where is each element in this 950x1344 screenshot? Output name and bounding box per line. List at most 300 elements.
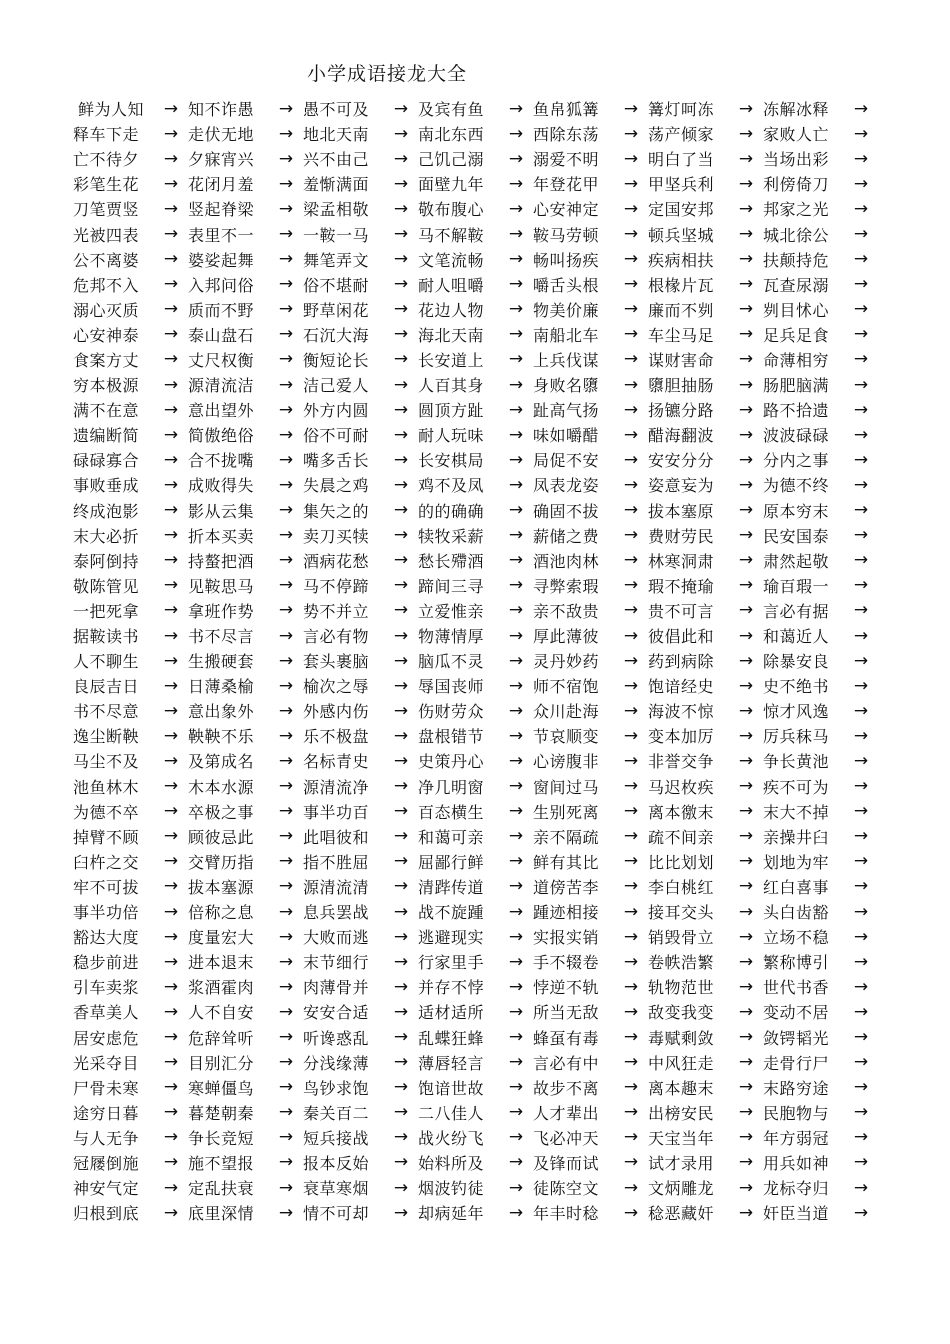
idiom-text: 鞍马劳顿: [533, 225, 600, 245]
idiom-cell: [73, 875, 188, 898]
arrow-right-icon: →: [508, 1077, 524, 1098]
arrow-right-icon: →: [163, 801, 179, 822]
idiom-row: [73, 899, 873, 924]
idiom-cell: [763, 549, 878, 572]
arrow-right-icon: →: [278, 1152, 294, 1173]
arrow-right-icon: →: [853, 851, 869, 872]
idiom-row: [73, 247, 873, 272]
idiom-cell: [763, 850, 878, 873]
arrow-right-icon: →: [163, 1202, 179, 1223]
idiom-cell: [418, 1151, 533, 1174]
arrow-right-icon: →: [278, 650, 294, 671]
arrow-right-icon: →: [508, 449, 524, 470]
idiom-cell: [73, 1076, 188, 1099]
idiom-row: [73, 121, 873, 146]
idiom-cell: [418, 448, 533, 471]
idiom-text: 嚼舌头根: [533, 275, 600, 295]
idiom-cell: [648, 649, 763, 672]
idiom-cell: [303, 147, 418, 170]
idiom-text: 事半功百: [303, 802, 370, 822]
idiom-text: 刿目怵心: [763, 300, 830, 320]
idiom-text: 立场不稳: [763, 928, 830, 948]
idiom-cell: [418, 624, 533, 647]
idiom-row: [73, 447, 873, 472]
arrow-right-icon: →: [738, 625, 754, 646]
idiom-text: 圆顶方趾: [418, 401, 485, 421]
arrow-right-icon: →: [278, 851, 294, 872]
idiom-text: 竖起脊梁: [188, 200, 255, 220]
idiom-cell: [418, 900, 533, 923]
arrow-right-icon: →: [393, 725, 409, 746]
arrow-right-icon: →: [278, 876, 294, 897]
idiom-text: 肉薄骨并: [303, 978, 370, 998]
idiom-cell: [533, 398, 648, 421]
arrow-right-icon: →: [738, 98, 754, 119]
arrow-right-icon: →: [623, 474, 639, 495]
idiom-text: 稳步前进: [73, 953, 140, 973]
arrow-right-icon: →: [278, 274, 294, 295]
arrow-right-icon: →: [623, 324, 639, 345]
idiom-text: 文笔流畅: [418, 250, 485, 270]
arrow-right-icon: →: [623, 675, 639, 696]
idiom-text: 窗间过马: [533, 777, 600, 797]
idiom-cell: [188, 223, 303, 246]
idiom-text: 表里不一: [188, 225, 255, 245]
idiom-text: 势不并立: [303, 601, 370, 621]
arrow-right-icon: →: [163, 374, 179, 395]
idiom-text: 伤财劳众: [418, 702, 485, 722]
arrow-right-icon: →: [278, 173, 294, 194]
idiom-cell: [418, 1026, 533, 1049]
arrow-right-icon: →: [853, 148, 869, 169]
idiom-row: [73, 347, 873, 372]
idiom-text: 石沉大海: [303, 325, 370, 345]
idiom-text: 物美价廉: [533, 300, 600, 320]
arrow-right-icon: →: [393, 1052, 409, 1073]
arrow-right-icon: →: [163, 98, 179, 119]
arrow-right-icon: →: [853, 675, 869, 696]
idiom-text: 清跸传道: [418, 877, 485, 897]
idiom-cell: [648, 574, 763, 597]
idiom-row: [73, 949, 873, 974]
idiom-row: [73, 849, 873, 874]
idiom-row: [73, 1150, 873, 1175]
arrow-right-icon: →: [278, 575, 294, 596]
idiom-cell: [188, 674, 303, 697]
idiom-text: 安安合适: [303, 1003, 370, 1023]
idiom-cell: [418, 348, 533, 371]
idiom-text: 末大不掉: [763, 802, 830, 822]
idiom-text: 嘴多舌长: [303, 451, 370, 471]
idiom-text: 酒池肉林: [533, 551, 600, 571]
idiom-text: 立爱惟亲: [418, 601, 485, 621]
idiom-cell: [73, 825, 188, 848]
idiom-text: 末节细行: [303, 953, 370, 973]
arrow-right-icon: →: [163, 299, 179, 320]
arrow-right-icon: →: [738, 224, 754, 245]
arrow-right-icon: →: [278, 926, 294, 947]
idiom-text: 屈鄙行鲜: [418, 852, 485, 872]
idiom-cell: [303, 825, 418, 848]
idiom-cell: [418, 122, 533, 145]
arrow-right-icon: →: [853, 525, 869, 546]
idiom-cell: [418, 724, 533, 747]
idiom-cell: [303, 649, 418, 672]
arrow-right-icon: →: [853, 901, 869, 922]
idiom-text: 合不拢嘴: [188, 451, 255, 471]
arrow-right-icon: →: [623, 575, 639, 596]
arrow-right-icon: →: [163, 901, 179, 922]
idiom-text: 牢不可拔: [73, 877, 140, 897]
idiom-text: 源清流洁: [188, 376, 255, 396]
idiom-text: 人百其身: [418, 376, 485, 396]
arrow-right-icon: →: [508, 274, 524, 295]
arrow-right-icon: →: [393, 600, 409, 621]
idiom-cell: [763, 724, 878, 747]
idiom-text: 薪储之费: [533, 526, 600, 546]
idiom-cell: [188, 800, 303, 823]
idiom-row: [73, 322, 873, 347]
idiom-cell: [73, 323, 188, 346]
arrow-right-icon: →: [738, 123, 754, 144]
idiom-cell: [73, 172, 188, 195]
idiom-text: 车尘马足: [648, 325, 715, 345]
idiom-cell: [303, 273, 418, 296]
arrow-right-icon: →: [163, 500, 179, 521]
idiom-cell: [303, 1076, 418, 1099]
idiom-cell: [418, 147, 533, 170]
arrow-right-icon: →: [393, 826, 409, 847]
idiom-text: 饱谙世故: [418, 1078, 485, 1098]
idiom-text: 马迟枚疾: [648, 777, 715, 797]
idiom-text: 地北天南: [303, 125, 370, 145]
idiom-text: 变动不居: [763, 1003, 830, 1023]
idiom-text: 轨物范世: [648, 978, 715, 998]
idiom-text: 李白桃红: [648, 877, 715, 897]
arrow-right-icon: →: [393, 1127, 409, 1148]
arrow-right-icon: →: [738, 750, 754, 771]
idiom-text: 池鱼林木: [73, 777, 140, 797]
idiom-cell: [763, 1000, 878, 1023]
idiom-text: 文炳雕龙: [648, 1179, 715, 1199]
idiom-cell: [188, 875, 303, 898]
idiom-text: 城北徐公: [763, 225, 830, 245]
idiom-cell: [73, 674, 188, 697]
idiom-cell: [763, 373, 878, 396]
arrow-right-icon: →: [853, 1202, 869, 1223]
idiom-row: [73, 422, 873, 447]
idiom-row: [73, 623, 873, 648]
idiom-cell: [648, 473, 763, 496]
idiom-cell: [73, 373, 188, 396]
idiom-cell: [303, 1000, 418, 1023]
idiom-cell: [73, 1126, 188, 1149]
idiom-text: 公不离婆: [73, 250, 140, 270]
idiom-text: 亡不待夕: [73, 150, 140, 170]
idiom-text: 安安分分: [648, 451, 715, 471]
arrow-right-icon: →: [278, 474, 294, 495]
idiom-cell: [188, 649, 303, 672]
arrow-right-icon: →: [278, 449, 294, 470]
idiom-cell: [763, 950, 878, 973]
idiom-text: 厚此薄彼: [533, 627, 600, 647]
idiom-text: 亲不隔疏: [533, 827, 600, 847]
idiom-cell: [188, 950, 303, 973]
arrow-right-icon: →: [163, 650, 179, 671]
arrow-right-icon: →: [278, 776, 294, 797]
idiom-cell: [418, 699, 533, 722]
idiom-cell: [648, 724, 763, 747]
idiom-row: [73, 523, 873, 548]
idiom-text: 中风狂走: [648, 1053, 715, 1073]
arrow-right-icon: →: [623, 1102, 639, 1123]
idiom-text: 知不诈愚: [188, 100, 255, 120]
arrow-right-icon: →: [508, 1001, 524, 1022]
idiom-text: 适材适所: [418, 1003, 485, 1023]
idiom-cell: [303, 674, 418, 697]
arrow-right-icon: →: [738, 600, 754, 621]
arrow-right-icon: →: [393, 1152, 409, 1173]
idiom-text: 泰山盘石: [188, 325, 255, 345]
idiom-cell: [188, 1101, 303, 1124]
idiom-cell: [648, 373, 763, 396]
idiom-cell: [188, 448, 303, 471]
arrow-right-icon: →: [508, 374, 524, 395]
idiom-cell: [533, 373, 648, 396]
arrow-right-icon: →: [508, 776, 524, 797]
arrow-right-icon: →: [623, 249, 639, 270]
arrow-right-icon: →: [623, 1077, 639, 1098]
idiom-text: 香草美人: [73, 1003, 140, 1023]
arrow-right-icon: →: [853, 1052, 869, 1073]
arrow-right-icon: →: [508, 926, 524, 947]
arrow-right-icon: →: [278, 374, 294, 395]
idiom-cell: [763, 1176, 878, 1199]
idiom-text: 花闭月羞: [188, 175, 255, 195]
arrow-right-icon: →: [623, 173, 639, 194]
idiom-cell: [533, 1000, 648, 1023]
idiom-cell: [533, 1126, 648, 1149]
idiom-row: [73, 372, 873, 397]
idiom-cell: [418, 875, 533, 898]
arrow-right-icon: →: [853, 750, 869, 771]
idiom-row: [73, 799, 873, 824]
idiom-text: 西除东荡: [533, 125, 600, 145]
arrow-right-icon: →: [623, 901, 639, 922]
idiom-text: 龙标夺归: [763, 1179, 830, 1199]
idiom-text: 徒陈空文: [533, 1179, 600, 1199]
idiom-cell: [533, 1101, 648, 1124]
arrow-right-icon: →: [508, 826, 524, 847]
idiom-cell: [418, 1126, 533, 1149]
idiom-text: 居安虑危: [73, 1028, 140, 1048]
idiom-cell: [188, 499, 303, 522]
idiom-row: [73, 1024, 873, 1049]
idiom-row: [73, 1175, 873, 1200]
arrow-right-icon: →: [738, 1152, 754, 1173]
idiom-cell: [73, 1026, 188, 1049]
idiom-text: 鸡不及凤: [418, 476, 485, 496]
idiom-cell: [188, 172, 303, 195]
idiom-cell: [648, 298, 763, 321]
arrow-right-icon: →: [508, 1202, 524, 1223]
arrow-right-icon: →: [393, 750, 409, 771]
arrow-right-icon: →: [853, 876, 869, 897]
arrow-right-icon: →: [278, 600, 294, 621]
idiom-cell: [763, 975, 878, 998]
idiom-cell: [73, 223, 188, 246]
idiom-text: 踵迹相接: [533, 903, 600, 923]
idiom-text: 愚不可及: [303, 100, 370, 120]
arrow-right-icon: →: [163, 349, 179, 370]
arrow-right-icon: →: [508, 876, 524, 897]
idiom-text: 局促不安: [533, 451, 600, 471]
idiom-cell: [648, 749, 763, 772]
idiom-text: 兴不由己: [303, 150, 370, 170]
idiom-text: 事败垂成: [73, 476, 140, 496]
arrow-right-icon: →: [738, 1127, 754, 1148]
idiom-text: 鲜有其比: [533, 852, 600, 872]
idiom-text: 味如嚼醋: [533, 426, 600, 446]
arrow-right-icon: →: [738, 173, 754, 194]
idiom-text: 耐人咀嚼: [418, 275, 485, 295]
idiom-text: 度量宏大: [188, 928, 255, 948]
idiom-cell: [188, 323, 303, 346]
idiom-row: [73, 573, 873, 598]
arrow-right-icon: →: [163, 575, 179, 596]
idiom-text: 用兵如神: [763, 1153, 830, 1173]
idiom-text: 师不宿饱: [533, 677, 600, 697]
idiom-cell: [303, 97, 418, 120]
idiom-cell: [303, 1026, 418, 1049]
idiom-cell: [73, 975, 188, 998]
idiom-text: 亲不敌贵: [533, 601, 600, 621]
idiom-text: 繁称博引: [763, 953, 830, 973]
arrow-right-icon: →: [508, 1127, 524, 1148]
idiom-cell: [73, 423, 188, 446]
arrow-right-icon: →: [853, 449, 869, 470]
idiom-row: [73, 824, 873, 849]
arrow-right-icon: →: [278, 750, 294, 771]
idiom-cell: [418, 800, 533, 823]
idiom-cell: [533, 1026, 648, 1049]
idiom-text: 底里深情: [188, 1204, 255, 1224]
arrow-right-icon: →: [508, 976, 524, 997]
arrow-right-icon: →: [738, 826, 754, 847]
arrow-right-icon: →: [278, 1077, 294, 1098]
idiom-text: 失晨之鸡: [303, 476, 370, 496]
idiom-cell: [533, 1051, 648, 1074]
arrow-right-icon: →: [738, 1102, 754, 1123]
idiom-cell: [418, 423, 533, 446]
idiom-text: 事半功倍: [73, 903, 140, 923]
idiom-text: 良辰吉日: [73, 677, 140, 697]
arrow-right-icon: →: [623, 525, 639, 546]
idiom-cell: [533, 172, 648, 195]
arrow-right-icon: →: [738, 449, 754, 470]
idiom-text: 听谗惑乱: [303, 1028, 370, 1048]
arrow-right-icon: →: [393, 98, 409, 119]
arrow-right-icon: →: [393, 324, 409, 345]
idiom-text: 扬镳分路: [648, 401, 715, 421]
arrow-right-icon: →: [623, 1001, 639, 1022]
idiom-row: [73, 171, 873, 196]
arrow-right-icon: →: [853, 500, 869, 521]
idiom-text: 肠肥脑满: [763, 376, 830, 396]
idiom-text: 争长竞短: [188, 1128, 255, 1148]
idiom-text: 人才辈出: [533, 1103, 600, 1123]
idiom-text: 路不拾遗: [763, 401, 830, 421]
arrow-right-icon: →: [163, 274, 179, 295]
idiom-cell: [418, 248, 533, 271]
idiom-text: 年方弱冠: [763, 1128, 830, 1148]
arrow-right-icon: →: [393, 274, 409, 295]
idiom-text: 南北东西: [418, 125, 485, 145]
idiom-text: 己饥己溺: [418, 150, 485, 170]
arrow-right-icon: →: [623, 826, 639, 847]
arrow-right-icon: →: [508, 951, 524, 972]
idiom-row: [73, 1050, 873, 1075]
idiom-cell: [533, 348, 648, 371]
idiom-row: [73, 472, 873, 497]
idiom-cell: [763, 223, 878, 246]
arrow-right-icon: →: [508, 500, 524, 521]
idiom-cell: [763, 197, 878, 220]
idiom-text: 豁达大度: [73, 928, 140, 948]
idiom-text: 离本趣末: [648, 1078, 715, 1098]
idiom-text: 神安气定: [73, 1179, 140, 1199]
arrow-right-icon: →: [738, 801, 754, 822]
idiom-cell: [303, 248, 418, 271]
arrow-right-icon: →: [623, 349, 639, 370]
idiom-text: 耐人玩味: [418, 426, 485, 446]
arrow-right-icon: →: [393, 374, 409, 395]
idiom-text: 变本加厉: [648, 727, 715, 747]
idiom-cell: [188, 273, 303, 296]
arrow-right-icon: →: [738, 725, 754, 746]
idiom-cell: [418, 197, 533, 220]
idiom-text: 卖刀买犊: [303, 526, 370, 546]
idiom-cell: [73, 398, 188, 421]
arrow-right-icon: →: [853, 123, 869, 144]
arrow-right-icon: →: [853, 1127, 869, 1148]
idiom-text: 奸臣当道: [763, 1204, 830, 1224]
arrow-right-icon: →: [738, 1027, 754, 1048]
idiom-cell: [533, 1176, 648, 1199]
idiom-cell: [648, 323, 763, 346]
idiom-cell: [73, 649, 188, 672]
arrow-right-icon: →: [393, 198, 409, 219]
idiom-cell: [73, 147, 188, 170]
idiom-text: 上兵伐谋: [533, 350, 600, 370]
idiom-cell: [73, 473, 188, 496]
idiom-text: 逃避现实: [418, 928, 485, 948]
idiom-cell: [763, 499, 878, 522]
page-title: 小学成语接龙大全: [307, 63, 468, 85]
idiom-cell: [533, 825, 648, 848]
idiom-text: 醋海翻波: [648, 426, 715, 446]
idiom-text: 并存不悖: [418, 978, 485, 998]
idiom-text: 寻弊索瑕: [533, 576, 600, 596]
idiom-cell: [533, 624, 648, 647]
idiom-cell: [303, 223, 418, 246]
idiom-text: 逸尘断鞅: [73, 727, 140, 747]
arrow-right-icon: →: [623, 625, 639, 646]
idiom-text: 敌变我变: [648, 1003, 715, 1023]
idiom-text: 引车卖浆: [73, 978, 140, 998]
idiom-cell: [418, 825, 533, 848]
idiom-cell: [763, 147, 878, 170]
